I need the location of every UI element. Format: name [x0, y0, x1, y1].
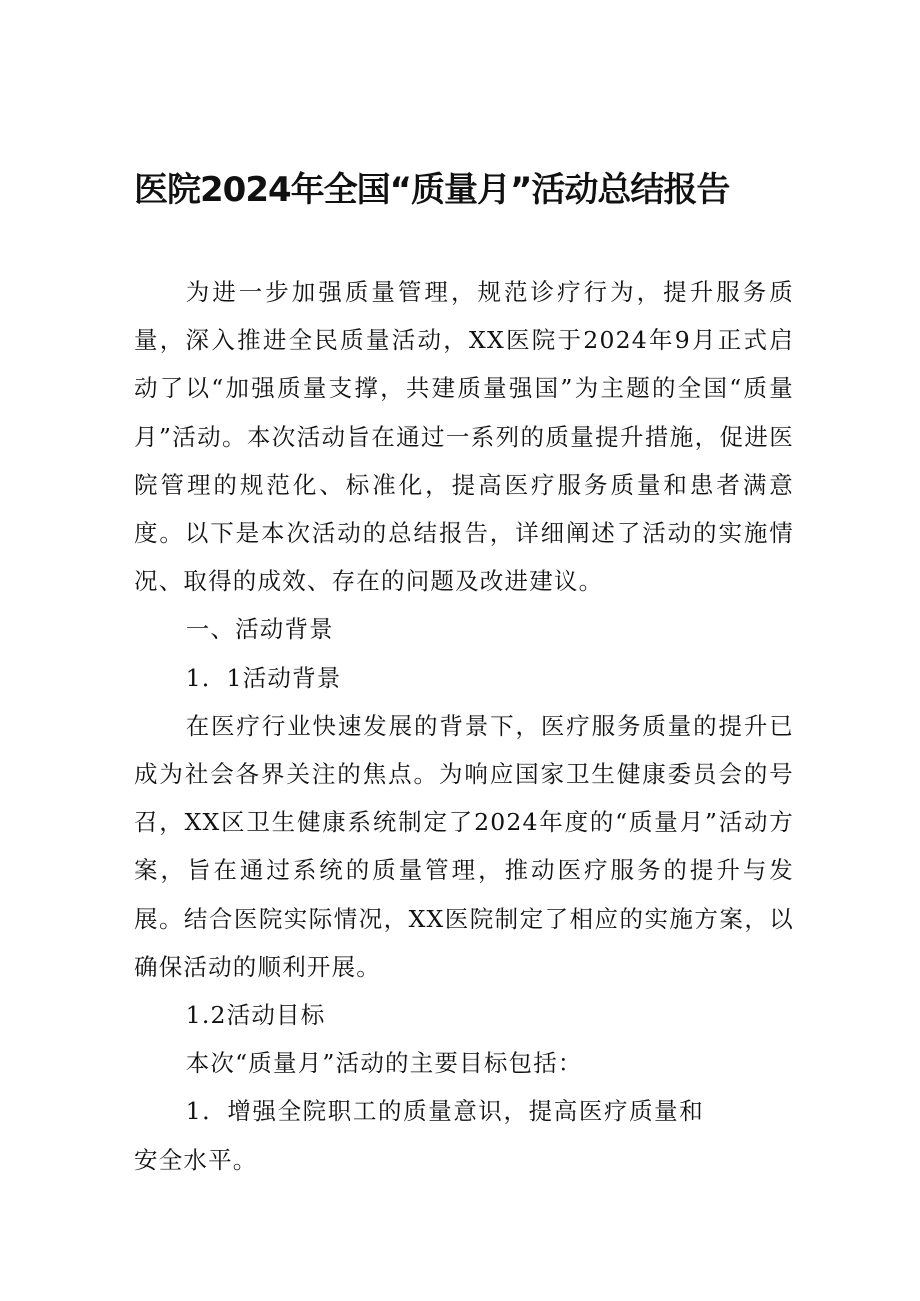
subsection-1-1-paragraph: 在医疗行业快速发展的背景下，医疗服务质量的提升已成为社会各界关注的焦点。为响应国家卫生健康委员会的号召，XX区卫生健康系统制定了2024年度的“质量月”活动方案，旨在通过系统的质量管理，推动医疗服务的提升与发展。结合医院实际情况，XX医院制定了相应的实施方案，以确保活动的顺利开展。	[134, 711, 794, 981]
subsection-1-1-heading: 1．1活动背景	[185, 663, 342, 692]
subsection-1-2-heading: 1.2活动目标	[185, 1001, 326, 1030]
document-title: 医院2024年全国“质量月”活动总结报告	[134, 170, 730, 210]
document-body	[134, 268, 794, 1184]
goal-item-1: 1．增强全院职工的质量意识，提高医疗质量和安全水平。	[134, 1097, 704, 1174]
section-1-heading: 一、活动背景	[185, 615, 334, 644]
goals-intro-paragraph: 本次“质量月”活动的主要目标包括：	[185, 1049, 583, 1078]
intro-paragraph: 为进一步加强质量管理，规范诊疗行为，提升服务质量，深入推进全民质量活动，XX医院于2024年9月正式启动了以“加强质量支撑，共建质量强国”为主题的全国“质量月”活动。本次活动旨在通过一系列的质量提升措施，促进医院管理的规范化、标准化，提高医疗服务质量和患者满意度。以下是本次活动的总结报告，详细阐述了活动的实施情况、取得的成效、存在的问题及改进建议。	[134, 278, 794, 596]
